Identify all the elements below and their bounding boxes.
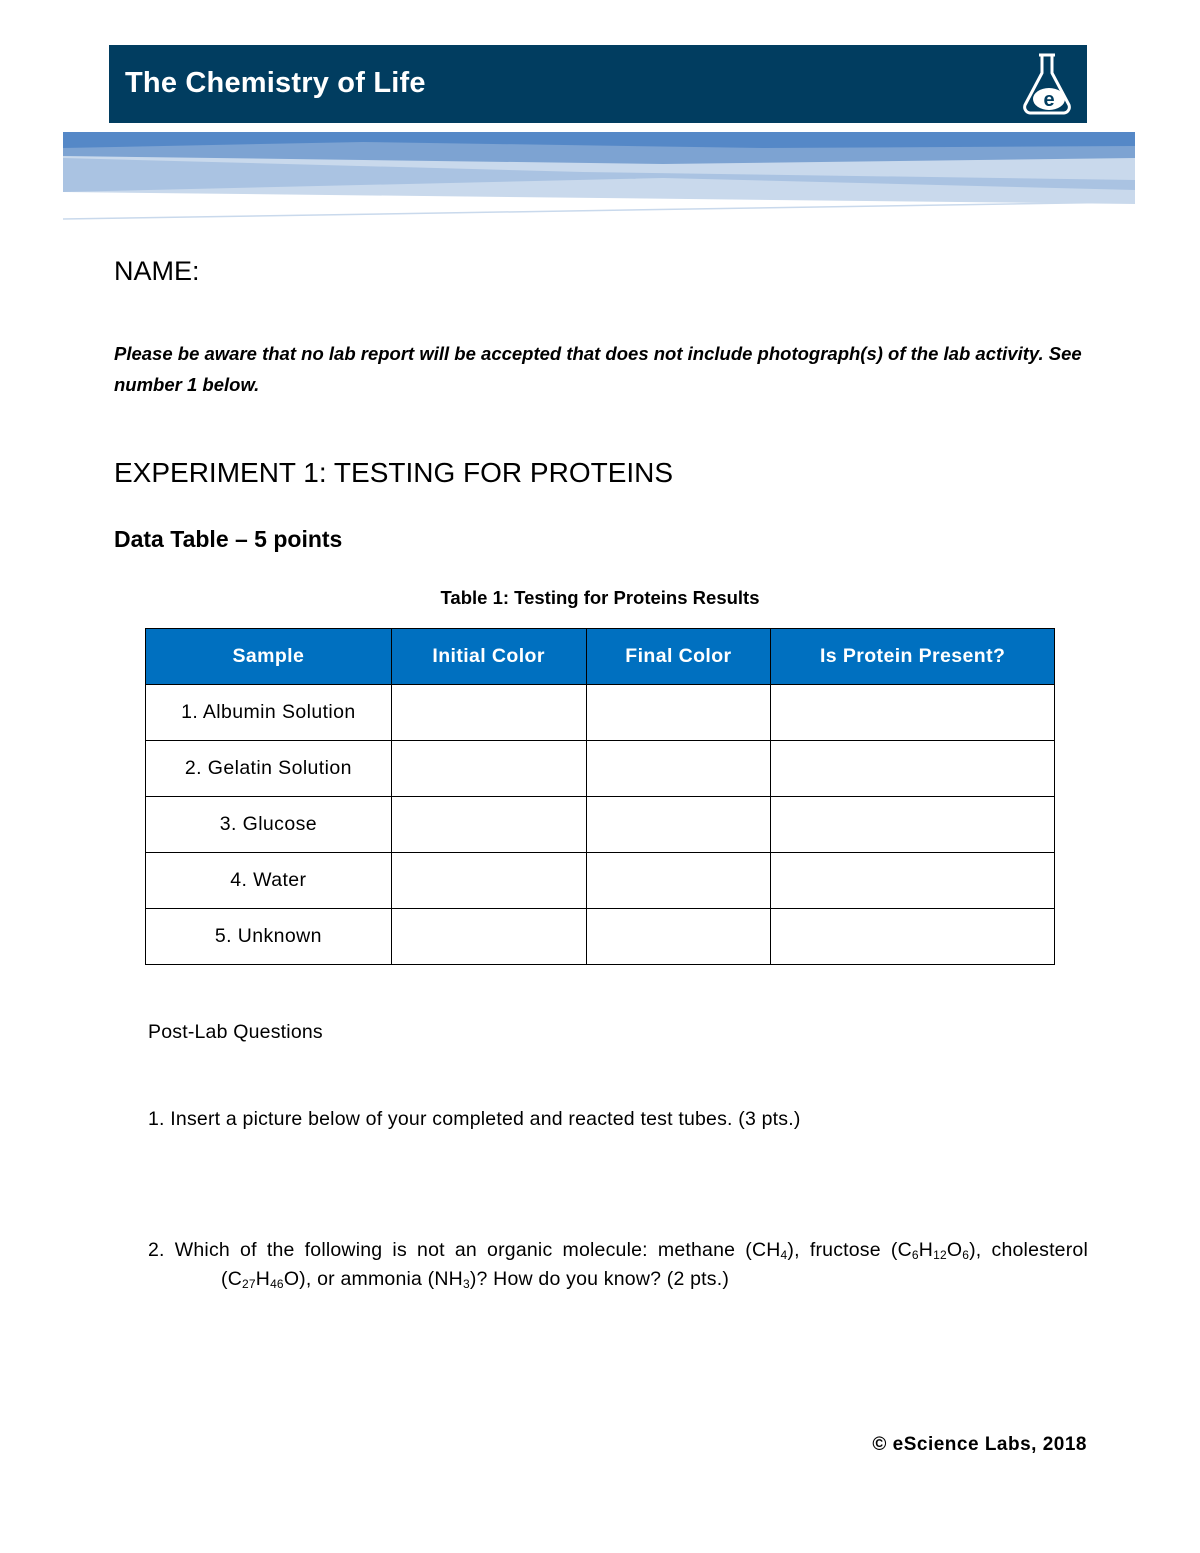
table-row [146,741,1055,797]
initial-color-cell[interactable] [391,853,586,909]
initial-color-cell[interactable] [391,909,586,965]
sample-cell: 3. Glucose [146,797,392,853]
question-2: 2. Which of the following is not an organic molecule: methane $(CH_4)$, fructose $(C_6H_{12}O_6)$, cholesterol $(C_{27}H_{46}O)$, or ammonia $(NH_3)$? How do you know? (2 pts.) [148,1239,1089,1291]
sample-cell: 1. Albumin Solution [146,685,392,741]
column-header-initial-color: Initial Color [391,629,586,685]
question-1: 1. Insert a picture below of your completed and reacted test tubes. (3 pts.) [148,1108,801,1130]
final-color-cell[interactable] [586,853,771,909]
final-color-cell[interactable] [586,741,771,797]
protein-present-cell[interactable] [771,909,1055,965]
protein-results-table [145,628,1055,965]
protein-present-cell[interactable] [771,797,1055,853]
final-color-cell[interactable] [586,685,771,741]
svg-text:e: e [1043,89,1055,111]
name-label: NAME: [114,256,200,286]
table-header-row [146,629,1055,685]
protein-present-cell[interactable] [771,853,1055,909]
sample-cell: 4. Water [146,853,392,909]
decorative-wave-banner [63,128,1135,224]
data-table-heading: Data Table – 5 points [114,526,343,552]
photo-requirement-notice: Please be aware that no lab report will be accepted that does not include photograph(s) of the lab activity. See number 1 below. [114,343,1082,395]
sample-cell: 5. Unknown [146,909,392,965]
column-header-sample: Sample [146,629,392,685]
experiment-title: EXPERIMENT 1: TESTING FOR PROTEINS [114,457,674,488]
initial-color-cell[interactable] [391,741,586,797]
document-title: The Chemistry of Life [125,67,426,99]
table-caption: Table 1: Testing for Proteins Results [440,587,760,608]
table-row [146,685,1055,741]
sample-cell: 2. Gelatin Solution [146,741,392,797]
flask-e-icon [1017,51,1077,117]
final-color-cell[interactable] [586,797,771,853]
post-lab-questions-label: Post-Lab Questions [148,1021,323,1043]
protein-present-cell[interactable] [771,685,1055,741]
initial-color-cell[interactable] [391,797,586,853]
header-banner [109,45,1087,123]
column-header-protein-present: Is Protein Present? [771,629,1055,685]
copyright-footer: © eScience Labs, 2018 [872,1434,1087,1455]
column-header-final-color: Final Color [586,629,771,685]
table-row [146,909,1055,965]
protein-present-cell[interactable] [771,741,1055,797]
initial-color-cell[interactable] [391,685,586,741]
table-row [146,853,1055,909]
final-color-cell[interactable] [586,909,771,965]
table-row [146,797,1055,853]
